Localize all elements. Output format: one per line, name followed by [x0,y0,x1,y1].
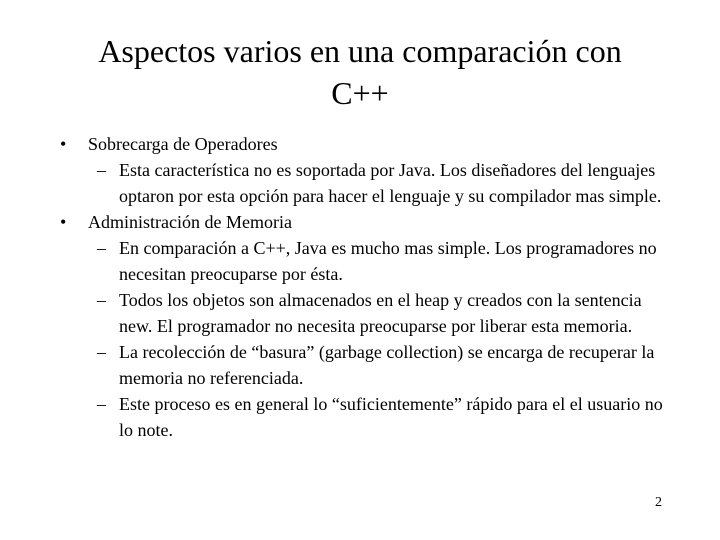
slide-title-line-2: C++ [331,75,389,111]
sub-bullet-marker: – [97,394,106,414]
sub-bullet-text: Esta característica no es soportada por Java. Los diseñadores del lenguajes optaron por esta opción para hacer el lenguaje y su compilador mas simple. [119,160,662,206]
bullet-marker: • [60,134,67,154]
sub-bullet-item [0,339,669,391]
sub-bullet-marker: – [97,290,106,310]
sub-bullet-item [0,391,669,443]
bullet-marker: • [60,212,67,232]
sub-bullet-item [0,235,669,287]
slide-title [40,30,680,114]
bullet-text: Administración de Memoria [88,212,292,232]
sub-bullet-text: Este proceso es en general lo “suficientemente” rápido para el el usuario no lo note. [119,394,663,440]
bullet-item [0,209,668,235]
sub-bullet-item [0,157,669,209]
sub-bullet-marker: – [97,238,106,258]
sub-bullet-text: Todos los objetos son almacenados en el heap y creados con la sentencia new. El programador no necesita preocuparse por liberar esta memoria. [119,290,642,336]
bullet-list [0,131,720,443]
sub-bullet-marker: – [97,160,106,180]
slide-title-line-1: Aspectos varios en una comparación con [98,33,622,69]
sub-bullet-item [0,287,669,339]
sub-bullet-marker: – [97,342,106,362]
bullet-text: Sobrecarga de Operadores [88,134,278,154]
sub-bullet-text: En comparación a C++, Java es mucho mas simple. Los programadores no necesitan preocuparse por ésta. [119,238,657,284]
sub-bullet-text: La recolección de “basura” (garbage collection) se encarga de recuperar la memoria no referenciada. [119,342,655,388]
bullet-item [0,131,668,157]
page-number: 2 [655,495,662,510]
